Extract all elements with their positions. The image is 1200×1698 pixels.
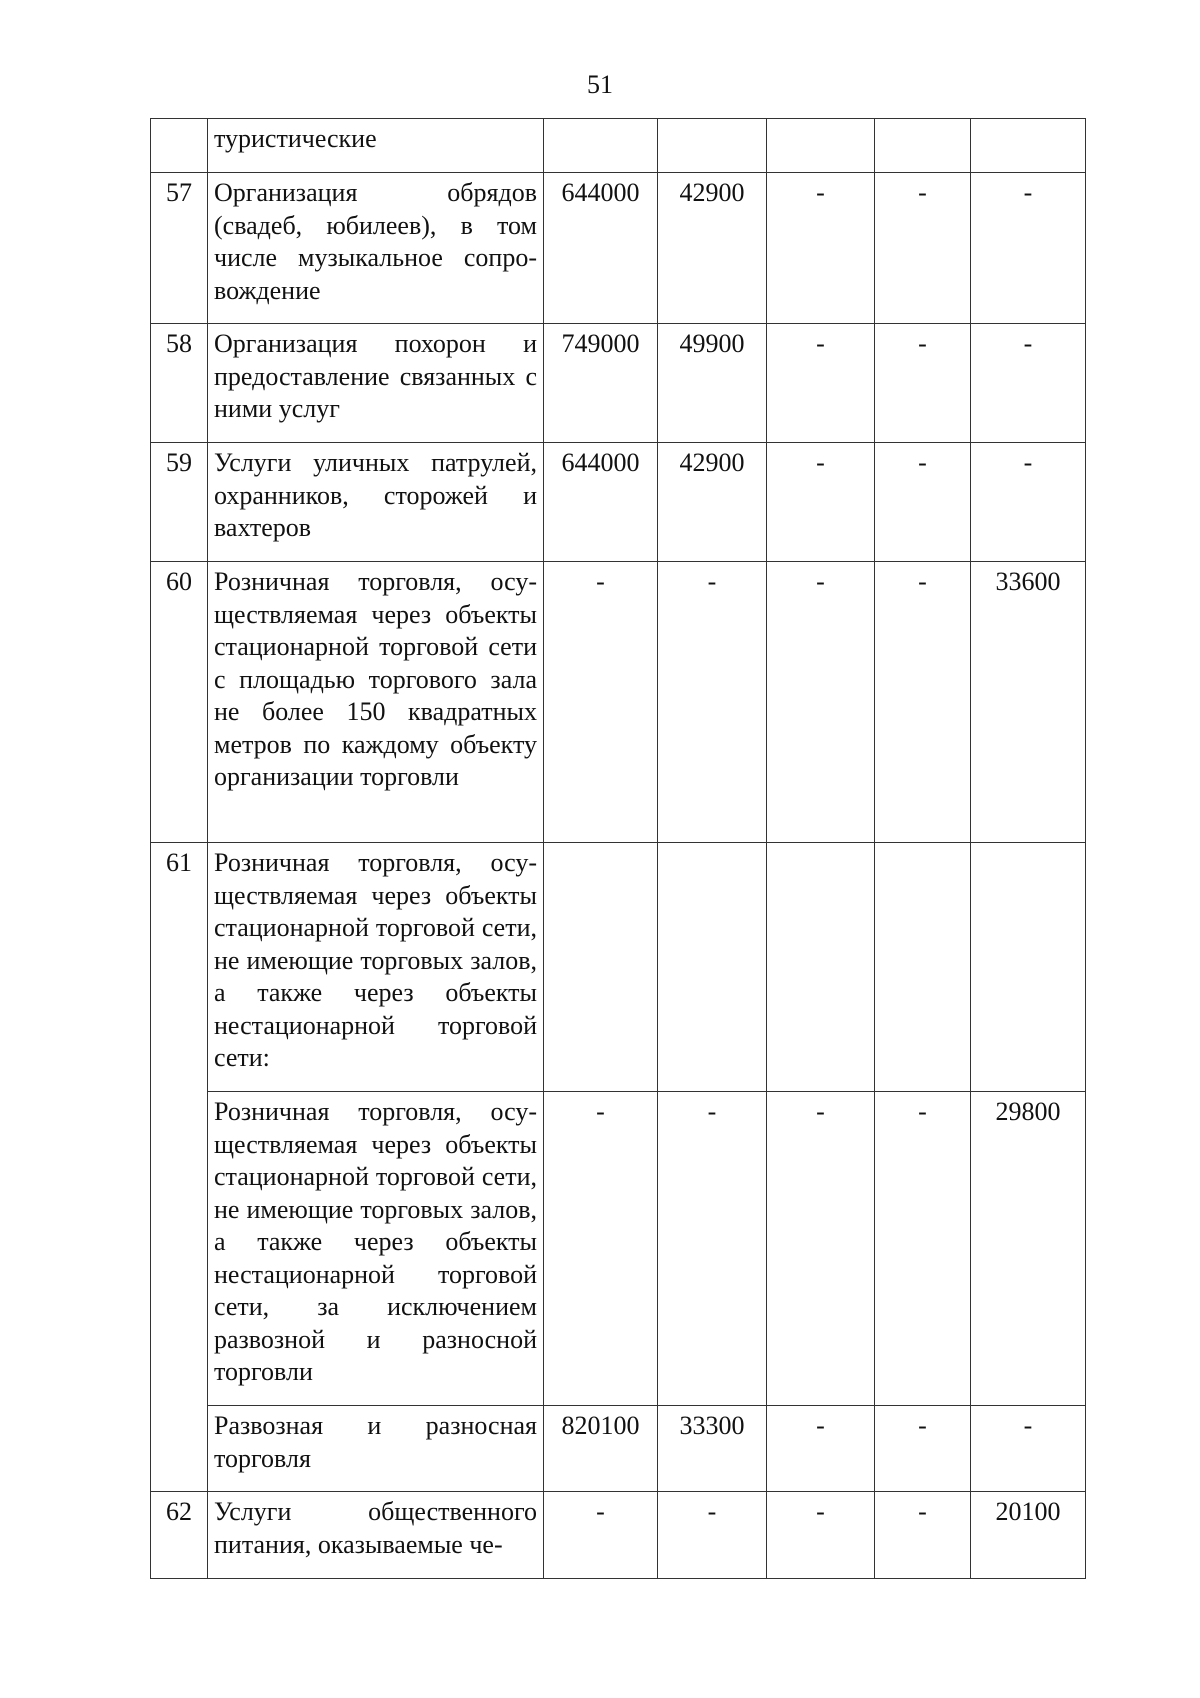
row-number: 58	[151, 324, 208, 443]
table-row	[151, 173, 1086, 324]
row-description: Организация похорон и предоставление связанных с ними услуг	[208, 324, 544, 443]
rates-table	[150, 118, 1086, 1579]
row-number: 61	[151, 843, 208, 1492]
value-col-3: -	[767, 1092, 875, 1406]
value-col-5: 33600	[971, 562, 1086, 843]
value-col-2: -	[658, 1492, 767, 1579]
value-col-4: -	[875, 562, 971, 843]
value-col-3: -	[767, 1406, 875, 1492]
table-row	[151, 843, 1086, 1092]
value-col-3: -	[767, 1492, 875, 1579]
row-description: Розничная торговля, осуществляемая через объекты стационарной торговой сети, не имеющие торговых залов, а также через объекты нестационарной торговой сети, за исключением развозной и разносной торговли	[208, 1092, 544, 1406]
page-number: 51	[587, 70, 613, 99]
value-col-2: 49900	[658, 324, 767, 443]
row-description: Услуги общественного питания, оказываемые че-	[208, 1492, 544, 1579]
value-col-1	[544, 843, 658, 1092]
value-col-4	[875, 119, 971, 173]
value-col-3: -	[767, 173, 875, 324]
value-col-2: 42900	[658, 443, 767, 562]
table-row	[151, 119, 1086, 173]
value-col-5: -	[971, 1406, 1086, 1492]
value-col-5: -	[971, 443, 1086, 562]
row-description: Развозная и разносная торговля	[208, 1406, 544, 1492]
value-col-2	[658, 843, 767, 1092]
value-col-2: -	[658, 1092, 767, 1406]
value-col-1: -	[544, 562, 658, 843]
value-col-1: 820100	[544, 1406, 658, 1492]
value-col-2: 42900	[658, 173, 767, 324]
value-col-4: -	[875, 173, 971, 324]
row-description: Розничная торговля, осуществляемая через объекты стационарной торговой сети, не имеющие торговых залов, а также через объекты нестационарной торговой сети:	[208, 843, 544, 1092]
row-number: 59	[151, 443, 208, 562]
row-description: Услуги уличных патрулей, охранников, сторожей и вахтеров	[208, 443, 544, 562]
value-col-5: -	[971, 173, 1086, 324]
value-col-4: -	[875, 1492, 971, 1579]
value-col-1: -	[544, 1092, 658, 1406]
value-col-1: 644000	[544, 173, 658, 324]
table-row	[151, 562, 1086, 843]
value-col-3: -	[767, 324, 875, 443]
row-description: Розничная торговля, осуществляемая через объекты стационарной торговой сети с площадью торгового зала не более 150 квадратных метров по каждому объекту организации торговли	[208, 562, 544, 843]
row-number: 60	[151, 562, 208, 843]
table-row	[151, 1492, 1086, 1579]
row-number: 62	[151, 1492, 208, 1579]
row-description: туристические	[208, 119, 544, 173]
value-col-5: 29800	[971, 1092, 1086, 1406]
value-col-4: -	[875, 1092, 971, 1406]
value-col-2	[658, 119, 767, 173]
value-col-4: -	[875, 324, 971, 443]
value-col-5: 20100	[971, 1492, 1086, 1579]
row-number	[151, 119, 208, 173]
value-col-3	[767, 119, 875, 173]
value-col-3: -	[767, 443, 875, 562]
value-col-3: -	[767, 562, 875, 843]
value-col-5	[971, 843, 1086, 1092]
table-row	[151, 443, 1086, 562]
value-col-1	[544, 119, 658, 173]
value-col-3	[767, 843, 875, 1092]
value-col-5: -	[971, 324, 1086, 443]
value-col-2: 33300	[658, 1406, 767, 1492]
value-col-2: -	[658, 562, 767, 843]
value-col-1: 749000	[544, 324, 658, 443]
table-row	[151, 1092, 1086, 1406]
table-row	[151, 324, 1086, 443]
value-col-5	[971, 119, 1086, 173]
value-col-4	[875, 843, 971, 1092]
row-description: Организация обрядов (свадеб, юбилеев), в том числе музыкальное сопровождение	[208, 173, 544, 324]
table-row	[151, 1406, 1086, 1492]
value-col-4: -	[875, 443, 971, 562]
value-col-1: -	[544, 1492, 658, 1579]
value-col-4: -	[875, 1406, 971, 1492]
value-col-1: 644000	[544, 443, 658, 562]
row-number: 57	[151, 173, 208, 324]
